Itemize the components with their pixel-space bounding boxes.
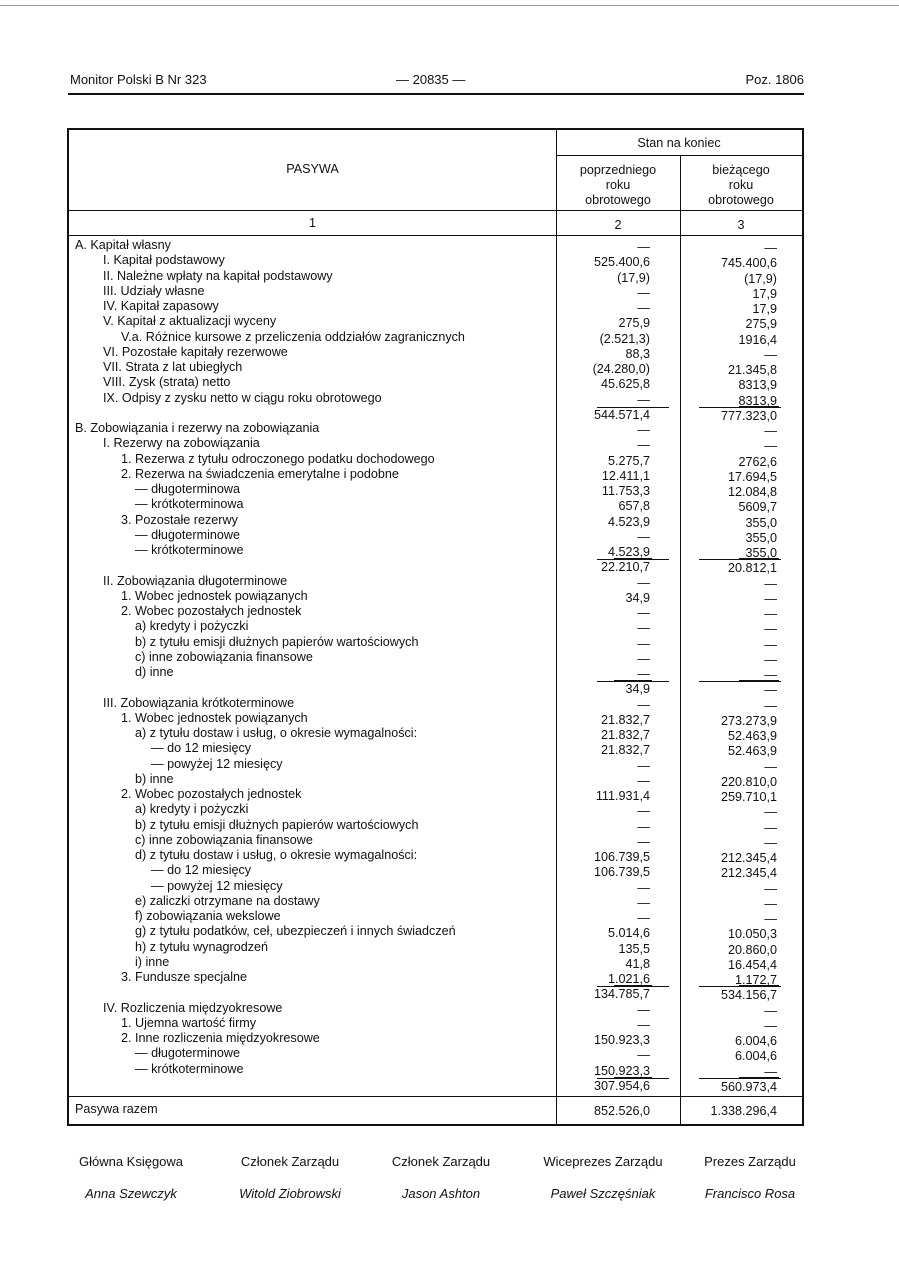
row-value-prev: 5.275,7 xyxy=(607,453,650,468)
row-value-curr: 12.084,8 xyxy=(727,485,777,499)
subtotal-rule xyxy=(597,407,669,408)
row-value-curr: 6.004,6 xyxy=(734,1034,777,1048)
row-value-prev: — xyxy=(637,1017,650,1032)
row-value-curr: 220.810,0 xyxy=(720,774,777,789)
row-value-curr: — xyxy=(764,576,777,591)
row-label: III. Zobowiązania krótkoterminowe xyxy=(103,695,295,710)
row-value-prev: — xyxy=(637,606,650,620)
footer-divider xyxy=(69,1096,802,1097)
subtotal-rule xyxy=(699,407,781,408)
row-value-curr: 1.172,7 xyxy=(734,973,777,987)
row-value-curr: 8313,9 xyxy=(738,393,777,408)
row-label: e) zaliczki otrzymane na dostawy xyxy=(135,893,320,908)
row-value-curr: 8313,9 xyxy=(738,378,777,393)
row-label: III. Udziały własne xyxy=(103,283,205,298)
row-value-curr: — xyxy=(764,896,777,911)
row-label: — długoterminowe xyxy=(135,1046,240,1061)
row-value-prev: — xyxy=(637,911,650,925)
row-label: b) z tytułu emisji dłużnych papierów wartościowych xyxy=(135,634,419,649)
row-value-curr: 20.860,0 xyxy=(727,942,777,957)
row-value-prev: 106.739,5 xyxy=(593,850,650,864)
row-label: IX. Odpisy z zysku netto w ciągu roku obrotowego xyxy=(103,390,382,405)
page-header xyxy=(70,72,804,92)
footer-curr: 1.338.296,4 xyxy=(710,1104,777,1118)
row-value-prev: 135,5 xyxy=(618,941,650,956)
row-value-prev: — xyxy=(637,895,650,910)
subtotal-rule xyxy=(699,1078,781,1079)
footer-prev: 852.526,0 xyxy=(593,1104,650,1118)
row-value-prev: 34,9 xyxy=(625,682,650,697)
row-value-prev: 544.571,4 xyxy=(593,407,650,422)
row-value-curr: — xyxy=(764,439,777,454)
row-value-prev: — xyxy=(637,636,650,651)
row-label: 3. Pozostałe rezerwy xyxy=(121,512,238,527)
header-divider xyxy=(69,235,802,236)
row-value-curr: 52.463,9 xyxy=(727,744,777,759)
row-value-prev: 34,9 xyxy=(625,590,650,605)
row-value-curr: 52.463,9 xyxy=(727,729,777,743)
row-label: c) inne zobowiązania finansowe xyxy=(135,649,313,664)
row-value-curr: 534.156,7 xyxy=(720,988,777,1003)
row-value-curr: 5609,7 xyxy=(738,500,777,515)
row-value-curr: 212.345,4 xyxy=(720,851,777,865)
signature-role: Członek Zarządu xyxy=(391,1154,491,1169)
row-label: — krótkoterminowe xyxy=(135,543,244,557)
row-value-prev: — xyxy=(637,423,650,437)
row-value-prev: — xyxy=(637,697,650,712)
row-value-prev: 41,8 xyxy=(625,956,650,971)
row-value-curr: — xyxy=(764,759,777,774)
signature-role: Członek Zarządu xyxy=(240,1154,340,1169)
row-value-curr: (17,9) xyxy=(744,271,777,286)
row-value-curr: — xyxy=(764,622,777,637)
row-value-curr: 20.812,1 xyxy=(727,561,777,576)
subtotal-rule xyxy=(597,986,669,987)
row-value-prev: — xyxy=(637,758,650,773)
row-value-curr: 259.710,1 xyxy=(720,790,777,804)
row-value-curr: 745.400,6 xyxy=(720,256,777,271)
row-value-prev: 134.785,7 xyxy=(593,987,650,1002)
col-num-3: 3 xyxy=(737,218,745,232)
row-value-curr: — xyxy=(764,424,777,438)
row-label: — długoterminowe xyxy=(135,527,240,542)
row-value-prev: — xyxy=(637,667,650,681)
subtotal-rule xyxy=(699,681,781,682)
row-label: I. Rezerwy na zobowiązania xyxy=(103,436,260,451)
col-head-group: Stan na koniec xyxy=(637,136,721,150)
row-label: IV. Rozliczenia międzyokresowe xyxy=(103,1000,283,1015)
row-value-prev: 307.954,6 xyxy=(593,1078,650,1093)
row-value-curr: 6.004,6 xyxy=(734,1049,777,1064)
row-label: d) inne xyxy=(135,665,174,679)
row-value-curr: 10.050,3 xyxy=(727,927,777,942)
row-value-prev: (17,9) xyxy=(617,270,650,285)
header-divider xyxy=(69,210,802,211)
row-value-curr: 777.323,0 xyxy=(720,408,777,423)
row-value-prev: 88,3 xyxy=(625,346,650,361)
header-rule xyxy=(68,93,804,95)
row-value-curr: — xyxy=(764,912,777,926)
row-label: — krótkoterminowe xyxy=(135,1061,244,1076)
row-value-prev: 4.523,9 xyxy=(607,514,650,529)
row-value-prev: — xyxy=(637,621,650,636)
row-label: 1. Ujemna wartość firmy xyxy=(121,1015,257,1030)
row-label: — krótkoterminowa xyxy=(135,497,244,512)
row-label: a) kredyty i pożyczki xyxy=(135,802,249,817)
row-value-curr: 17,9 xyxy=(752,302,777,316)
row-value-prev: — xyxy=(637,834,650,849)
row-label: B. Zobowiązania i rezerwy na zobowiązania xyxy=(75,421,320,435)
row-value-curr: — xyxy=(764,1018,777,1033)
row-label: 3. Fundusze specjalne xyxy=(121,970,248,984)
row-value-prev: 150.923,3 xyxy=(593,1033,650,1047)
row-value-prev: (2.521,3) xyxy=(599,331,650,346)
signature-role: Prezes Zarządu xyxy=(704,1154,796,1169)
row-value-curr: 273.273,9 xyxy=(720,713,777,728)
row-label: — długoterminowa xyxy=(135,482,240,496)
row-value-curr: — xyxy=(764,835,777,850)
row-label: — powyżej 12 miesięcy xyxy=(151,756,283,771)
row-value-curr: 16.454,4 xyxy=(727,957,777,972)
col-head-main: PASYWA xyxy=(286,162,339,176)
header-page-number: — 20835 — xyxy=(396,72,466,87)
row-value-prev: 106.739,5 xyxy=(593,865,650,880)
signature-role: Główna Księgowa xyxy=(78,1154,184,1169)
row-value-prev: 4.523,9 xyxy=(607,545,650,559)
footer-label: Pasywa razem xyxy=(75,1102,158,1116)
row-value-prev: 22.210,7 xyxy=(600,560,650,575)
row-value-prev: — xyxy=(637,392,650,407)
row-value-prev: 21.832,7 xyxy=(600,712,650,727)
subtotal-rule xyxy=(597,681,669,682)
row-value-curr: — xyxy=(764,652,777,667)
row-value-curr: — xyxy=(764,591,777,606)
row-label: 2. Inne rozliczenia międzyokresowe xyxy=(121,1031,320,1045)
row-value-prev: 11.753,3 xyxy=(601,484,650,498)
row-label: b) z tytułu emisji dłużnych papierów wartościowych xyxy=(135,817,419,832)
row-value-prev: 275,9 xyxy=(618,316,650,331)
row-label: 2. Rezerwa na świadczenia emerytalne i podobne xyxy=(121,466,399,481)
row-value-curr: 17,9 xyxy=(752,286,777,301)
row-value-curr: — xyxy=(764,347,777,362)
row-value-prev: — xyxy=(637,529,650,544)
row-value-prev: 525.400,6 xyxy=(593,255,650,270)
row-value-curr: — xyxy=(764,820,777,835)
row-value-curr: — xyxy=(764,1064,777,1079)
row-value-curr: — xyxy=(764,1003,777,1018)
signature-name: Francisco Rosa xyxy=(704,1186,796,1201)
row-label: 2. Wobec pozostałych jednostek xyxy=(121,787,302,801)
row-value-prev: — xyxy=(637,1002,650,1017)
row-label: g) z tytułu podatków, ceł, ubezpieczeń i innych świadczeń xyxy=(135,924,456,939)
col-head-curr: bieżącego roku obrotowego xyxy=(708,163,774,207)
signature-role: Wiceprezes Zarządu xyxy=(543,1154,663,1169)
liabilities-table xyxy=(67,128,804,1126)
header-divider xyxy=(556,155,802,156)
row-value-prev: 5.014,6 xyxy=(607,926,650,941)
row-value-prev: 21.832,7 xyxy=(600,728,650,742)
row-value-curr: 1916,4 xyxy=(738,332,777,347)
row-value-prev: — xyxy=(637,301,650,315)
row-value-curr: — xyxy=(764,241,777,255)
top-rule xyxy=(0,5,899,6)
row-label: II. Zobowiązania długoterminowe xyxy=(103,573,288,588)
row-value-prev: — xyxy=(637,285,650,300)
row-value-prev: — xyxy=(637,819,650,834)
row-label: VI. Pozostałe kapitały rezerwowe xyxy=(103,344,288,359)
subtotal-rule xyxy=(597,1078,669,1079)
row-value-curr: — xyxy=(764,683,777,698)
row-value-curr: 212.345,4 xyxy=(720,866,777,881)
row-label: 1. Rezerwa z tytułu odroczonego podatku dochodowego xyxy=(121,451,435,466)
row-value-curr: — xyxy=(764,637,777,652)
row-value-curr: — xyxy=(764,805,777,820)
row-label: a) kredyty i pożyczki xyxy=(135,619,249,634)
row-value-prev: (24.280,0) xyxy=(592,362,650,376)
row-label: 1. Wobec jednostek powiązanych xyxy=(121,588,308,603)
row-value-prev: — xyxy=(637,240,650,254)
row-label: V.a. Różnice kursowe z przeliczenia oddziałów zagranicznych xyxy=(121,329,465,344)
row-value-prev: 111.931,4 xyxy=(595,789,650,803)
row-value-prev: 45.625,8 xyxy=(600,377,650,392)
row-value-prev: — xyxy=(637,773,650,788)
row-value-curr: 17.694,5 xyxy=(727,469,777,484)
row-value-prev: — xyxy=(637,880,650,895)
col-num-2: 2 xyxy=(614,218,622,232)
signature-name: Jason Ashton xyxy=(401,1186,481,1201)
row-value-prev: — xyxy=(637,651,650,666)
row-label: f) zobowiązania wekslowe xyxy=(135,909,281,923)
row-label: b) inne xyxy=(135,771,174,786)
row-value-curr: — xyxy=(764,881,777,896)
row-label: 1. Wobec jednostek powiązanych xyxy=(121,710,308,725)
subtotal-rule xyxy=(699,986,781,987)
row-value-curr: 355,0 xyxy=(745,530,777,545)
row-label: h) z tytułu wynagrodzeń xyxy=(135,939,269,954)
row-value-prev: — xyxy=(637,575,650,590)
row-label: II. Należne wpłaty na kapitał podstawowy xyxy=(103,268,333,283)
row-value-curr: 355,0 xyxy=(745,515,777,530)
row-value-prev: — xyxy=(637,438,650,453)
row-value-curr: 355,0 xyxy=(745,546,777,560)
row-label: a) z tytułu dostaw i usług, o okresie wymagalności: xyxy=(135,726,418,740)
subtotal-rule xyxy=(699,559,781,560)
row-value-curr: 21.345,8 xyxy=(727,363,777,377)
signature-name: Anna Szewczyk xyxy=(85,1186,177,1201)
row-value-prev: 150.923,3 xyxy=(593,1063,650,1078)
row-label: — do 12 miesięcy xyxy=(151,741,252,756)
row-value-prev: 12.411,1 xyxy=(601,468,650,483)
row-label: — powyżej 12 miesięcy xyxy=(151,878,283,893)
row-value-curr: 2762,6 xyxy=(738,454,777,469)
row-value-curr: — xyxy=(764,668,777,682)
row-value-curr: 275,9 xyxy=(745,317,777,332)
row-label: VIII. Zysk (strata) netto xyxy=(103,375,231,390)
row-label: — do 12 miesięcy xyxy=(151,863,252,878)
signature-name: Witold Ziobrowski xyxy=(239,1186,341,1201)
row-value-curr: — xyxy=(764,607,777,621)
row-label: c) inne zobowiązania finansowe xyxy=(135,832,313,847)
row-label: V. Kapitał z aktualizacji wyceny xyxy=(103,314,277,329)
row-value-prev: — xyxy=(637,1048,650,1063)
row-value-prev: — xyxy=(637,804,650,819)
row-value-prev: 21.832,7 xyxy=(600,743,650,758)
subtotal-rule xyxy=(597,559,669,560)
col-head-prev: poprzedniego roku obrotowego xyxy=(579,163,657,207)
row-value-prev: 657,8 xyxy=(618,499,650,514)
row-value-curr: 560.973,4 xyxy=(720,1079,777,1094)
header-position: Poz. 1806 xyxy=(745,72,804,87)
row-label: A. Kapitał własny xyxy=(75,238,171,252)
row-label: VII. Strata z lat ubiegłych xyxy=(103,360,243,374)
row-value-prev: 1.021,6 xyxy=(607,972,650,986)
row-label: IV. Kapitał zapasowy xyxy=(103,299,219,313)
signature-name: Paweł Szczęśniak xyxy=(550,1186,656,1201)
row-label: d) z tytułu dostaw i usług, o okresie wymagalności: xyxy=(135,848,418,862)
row-label: 2. Wobec pozostałych jednostek xyxy=(121,604,302,618)
row-value-curr: — xyxy=(764,698,777,713)
header-left: Monitor Polski B Nr 323 xyxy=(70,72,207,87)
col-num-1: 1 xyxy=(308,216,316,230)
row-label: I. Kapitał podstawowy xyxy=(103,253,225,268)
row-label: i) inne xyxy=(135,954,170,969)
